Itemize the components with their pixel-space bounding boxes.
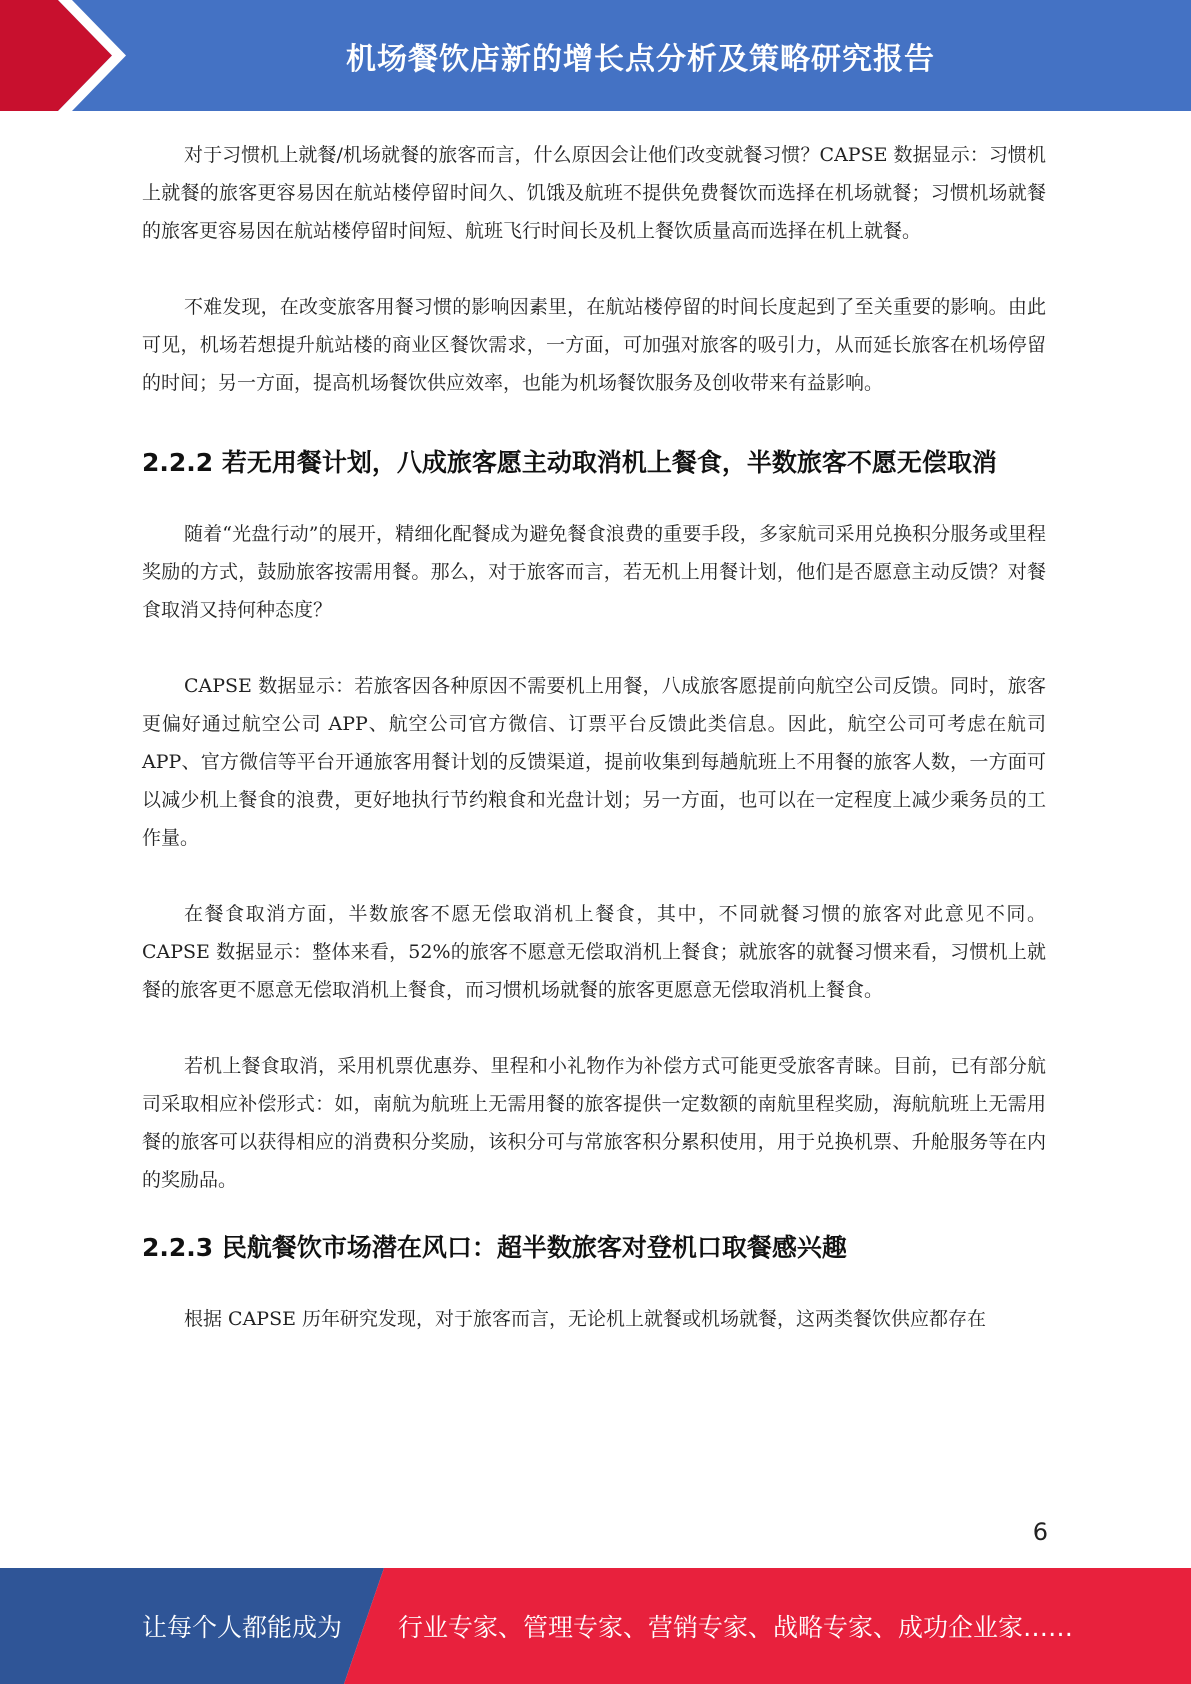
footer-slogan-right: 行业专家、管理专家、营销专家、战略专家、成功企业家…… [398,1613,1074,1642]
paragraph-7: 根据 CAPSE 历年研究发现，对于旅客而言，无论机上就餐或机场就餐，这两类餐饮供应都存在 [184,1308,987,1330]
paragraph-6: 若机上餐食取消，采用机票优惠券、里程和小礼物作为补偿方式可能更受旅客青睐。目前，已有部分航司采取相应补偿形式：如，南航为航班上无需用餐的旅客提供一定数额的南航里程奖励，海航航班上无需用餐的旅客可以获得相应的消费积分奖励，该积分可与常旅客积分累积使用，用于兑换机票、升舱服务等在内的奖励品。 [142,1055,1046,1191]
paragraph-4: CAPSE 数据显示：若旅客因各种原因不需要机上用餐，八成旅客愿提前向航空公司反馈。同时，旅客更偏好通过航空公司 APP、航空公司官方微信、订票平台反馈此类信息。因此，航空公司可考虑在航司 APP、官方微信等平台开通旅客用餐计划的反馈渠道，提前收集到每趟航班上不用餐的旅客人数，一方面可以减少机上餐食的浪费，更好地执行节约粮食和光盘计划；另一方面，也可以在一定程度上减少乘务员的工作量。 [142,675,1046,849]
section-heading-2-2-2: 2.2.2 若无用餐计划，八成旅客愿主动取消机上餐食，半数旅客不愿无偿取消 [142,448,997,477]
page-number: 6 [1032,1518,1048,1546]
page-footer [0,1568,1191,1684]
document-body [142,136,1046,1338]
header-chevron-decoration [0,0,150,111]
paragraph-5: 在餐食取消方面，半数旅客不愿无偿取消机上餐食，其中，不同就餐习惯的旅客对此意见不同。CAPSE 数据显示：整体来看，52%的旅客不愿意无偿取消机上餐食；就旅客的就餐习惯来看，习惯机上就餐的旅客更不愿意无偿取消机上餐食，而习惯机场就餐的旅客更愿意无偿取消机上餐食。 [142,903,1046,1001]
section-heading-2-2-3: 2.2.3 民航餐饮市场潜在风口：超半数旅客对登机口取餐感兴趣 [142,1233,847,1262]
paragraph-1: 对于习惯机上就餐/机场就餐的旅客而言，什么原因会让他们改变就餐习惯？CAPSE 数据显示：习惯机上就餐的旅客更容易因在航站楼停留时间久、饥饿及航班不提供免费餐饮而选择在机场就餐；习惯机场就餐的旅客更容易因在航站楼停留时间短、航班飞行时间长及机上餐饮质量高而选择在机上就餐。 [142,144,1046,242]
paragraph-2: 不难发现，在改变旅客用餐习惯的影响因素里，在航站楼停留的时间长度起到了至关重要的影响。由此可见，机场若想提升航站楼的商业区餐饮需求，一方面，可加强对旅客的吸引力，从而延长旅客在机场停留的时间；另一方面，提高机场餐饮供应效率，也能为机场餐饮服务及创收带来有益影响。 [142,296,1046,394]
footer-slogan-left: 让每个人都能成为 [142,1613,343,1642]
report-title: 机场餐饮店新的增长点分析及策略研究报告 [346,41,935,77]
paragraph-3: 随着“光盘行动”的展开，精细化配餐成为避免餐食浪费的重要手段，多家航司采用兑换积分服务或里程奖励的方式，鼓励旅客按需用餐。那么，对于旅客而言，若无机上用餐计划，他们是否愿意主动反馈？对餐食取消又持何种态度？ [142,523,1046,621]
page-header [0,0,1191,111]
